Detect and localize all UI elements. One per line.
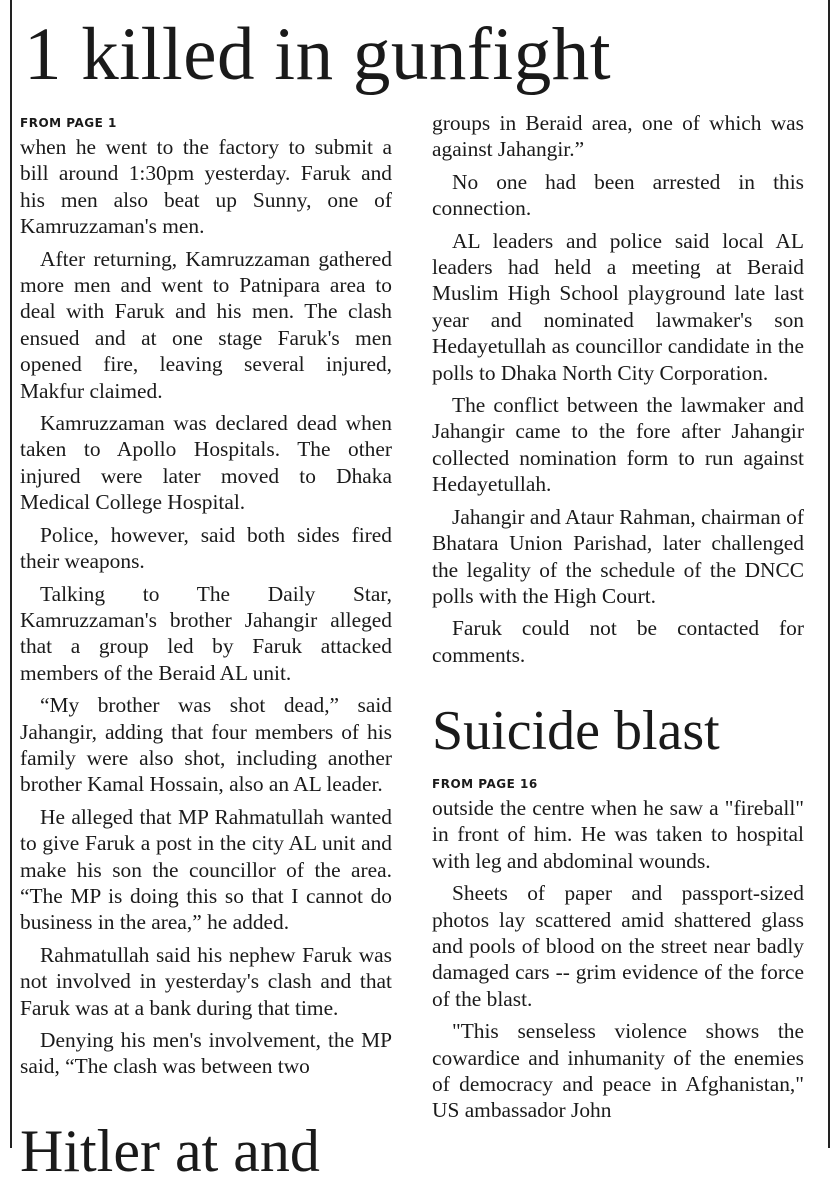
story-headline-cut-off: Hitler at and [20, 1118, 320, 1184]
paragraph: After returning, Kamruzzaman gathered more men and went to Patnipara area to deal with Faruk and his men. The clash ensued and at one stage Faruk's men opened fire, leaving several injured, Makfur claimed. [20, 246, 392, 403]
paragraph: Jahangir and Ataur Rahman, chairman of Bhatara Union Parishad, later challenged the legality of the schedule of the DNCC polls with the High Court. [432, 504, 804, 608]
paragraph: Police, however, said both sides fired their weapons. [20, 522, 392, 574]
story-kicker-from-page-1: FROM PAGE 1 [20, 116, 117, 130]
story-headline-suicide-blast: Suicide blast [432, 700, 720, 762]
paragraph: “My brother was shot dead,” said Jahangir, adding that four members of his family were also shot, including another brother Kamal Hossain, also an AL leader. [20, 693, 392, 797]
paragraph: Rahmatullah said his nephew Faruk was not involved in yesterday's clash and that Faruk was at a bank during that time. [20, 942, 392, 1020]
paragraph: The conflict between the lawmaker and Jahangir came to the fore after Jahangir collected nomination form to run against Hedayetullah. [432, 393, 804, 497]
paragraph: Sheets of paper and passport-sized photos lay scattered amid shattered glass and pools of blood on the street near badly damaged cars -- grim evidence of the force of the blast. [432, 881, 804, 1011]
paragraph: Kamruzzaman was declared dead when taken to Apollo Hospitals. The other injured were later moved to Dhaka Medical College Hospital. [20, 411, 392, 515]
paragraph: groups in Beraid area, one of which was against Jahangir.” [432, 111, 804, 162]
paragraph: AL leaders and police said local AL leaders had held a meeting at Beraid Muslim High School playground late last year and nominated lawmaker's son Hedayetullah as councillor candidate in the polls to Dhaka North City Corporation. [432, 228, 804, 385]
paragraph: He alleged that MP Rahmatullah wanted to give Faruk a post in the city AL unit and make his son the councillor of the area. “The MP is doing this so that I cannot do business in the area,” he added. [20, 804, 392, 935]
paragraph: Denying his men's involvement, the MP said, “The clash was between two [20, 1028, 392, 1079]
story-headline-gunfight: 1 killed in gunfight [24, 13, 612, 96]
column-rule-right [828, 0, 830, 1148]
paragraph: Faruk could not be contacted for comments. [432, 616, 804, 667]
story-column-suicide-blast [432, 775, 804, 1148]
paragraph: when he went to the factory to submit a bill around 1:30pm yesterday. Faruk and his men also beat up Sunny, one of Kamruzzaman's men. [20, 135, 392, 239]
story-column-left [20, 114, 392, 1148]
story-column-right-continued [432, 110, 804, 674]
paragraph: No one had been arrested in this connection. [432, 169, 804, 221]
paragraph: "This senseless violence shows the cowardice and inhumanity of the enemies of democracy and peace in Afghanistan," US ambassador John [432, 1019, 804, 1123]
column-rule-left [10, 0, 12, 1148]
paragraph: Talking to The Daily Star, Kamruzzaman's brother Jahangir alleged that a group led by Faruk attacked members of the Beraid AL unit. [20, 581, 392, 685]
story-kicker-from-page-16: FROM PAGE 16 [432, 777, 538, 791]
paragraph: outside the centre when he saw a "fireball" in front of him. He was taken to hospital with leg and abdominal wounds. [432, 796, 804, 873]
